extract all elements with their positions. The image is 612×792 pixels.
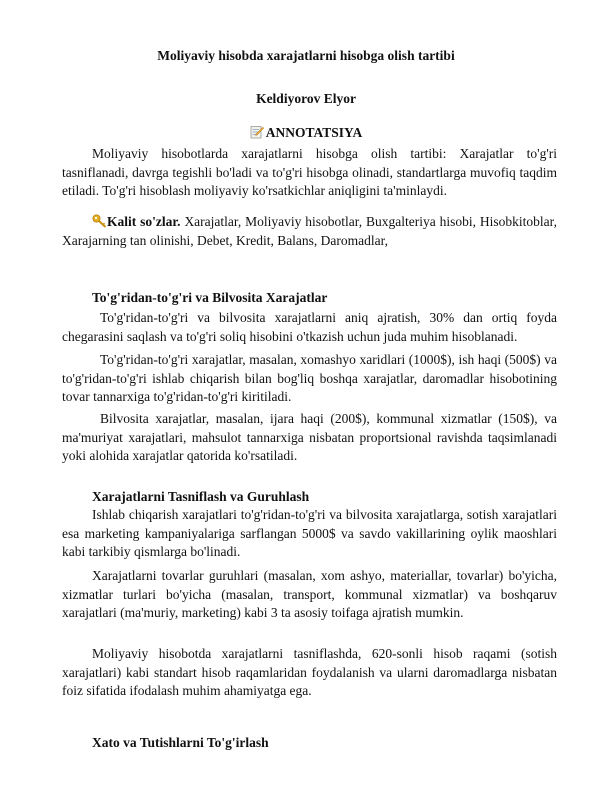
- annotation-paragraph: [62, 145, 557, 201]
- paper-title: Moliyaviy hisobda xarajatlarni hisobga olish tartibi: [157, 48, 455, 63]
- annotation-heading: [0, 125, 612, 141]
- paper-author: Keldiyorov Elyor: [256, 91, 356, 106]
- section2-paragraph-3: [62, 645, 557, 701]
- section1-paragraph-2: [62, 351, 557, 407]
- section1-paragraph-2-text: To'g'ridan-to'g'ri xarajatlar, masalan, xomashyo xaridlari (1000$), ish haqi (500$) va to'g'ridan-to'g'ri ishlab chiqarish bilan bog'liq boshqa xarajatlar, daromadlar hisobotining tovar tannarxiga to'g'ridan-to'g'ri kiritiladi.: [62, 352, 557, 404]
- keywords-paragraph: [62, 213, 557, 250]
- section1-paragraph-3-text: Bilvosita xarajatlar, masalan, ijara haqi (200$), kommunal xizmatlar (150$), va ma'muriyat xarajatlari, mahsulot tannarxiga nisbatan proportsional ravishda taqsimlanadi yoki alohida xarajatlar qatorida ko'rsatiladi.: [62, 411, 557, 463]
- keywords-text: Xarajatlar, Moliyaviy hisobotlar, Buxgalteriya hisobi, Hisobkitoblar, Xarajarning tan olinishi, Debet, Kredit, Balans, Daromadlar,: [62, 214, 558, 248]
- keywords-label: Kalit so'zlar.: [107, 214, 181, 229]
- section1-paragraph-3: [62, 410, 557, 466]
- key-icon: [92, 214, 107, 228]
- section2-paragraph-3-text: Moliyaviy hisobotda xarajatlarni tasniflashda, 620-sonli hisob raqami (sotish xarajatlari) kabi standart hisob raqamlaridan foydalanish va ularni daromadlarga nisbatan foiz sifatida ifodalash muhim ahamiyatga ega.: [62, 646, 557, 698]
- section2-paragraph-2: [62, 567, 557, 623]
- section1-paragraph-1: [62, 309, 557, 346]
- annotation-heading-text: ANNOTATSIYA: [265, 125, 363, 140]
- section2-paragraph-1: [62, 506, 557, 562]
- section2-paragraph-2-text: Xarajatlarni tovarlar guruhlari (masalan, xom ashyo, materiallar, tovarlar) bo'yicha, xizmatlar turlari bo'yicha (masalan, transport, kommunal xizmatlar) va boshqaruv xarajatlari (ma'muriy, marketing) kabi 3 ta asosiy toifaga ajratish mumkin.: [62, 568, 557, 620]
- memo-pencil-icon: [250, 125, 264, 139]
- section-heading-classification: Xarajatlarni Tasniflash va Guruhlash: [92, 489, 310, 504]
- section2-paragraph-1-text: Ishlab chiqarish xarajatlari to'g'ridan-to'g'ri va bilvosita xarajatlarga, sotish xarajatlari esa marketing kampaniyalariga sarflangan 5000$ va savdo vakillarining oylik maoshlari kabi tarkibiy qismlarga bo'linadi.: [62, 507, 557, 559]
- annotation-text: Moliyaviy hisobotlarda xarajatlarni hisobga olish tartibi: Xarajatlar to'g'ri tasniflanadi, davrga tegishli bo'ladi va to'g'ri hisobga olinadi, standartlarga muvofiq taqdim etiladi. To'g'ri hisoblash moliyaviy ko'rsatkichlar aniqligini ta'minlaydi.: [62, 146, 557, 198]
- section1-paragraph-1-text: To'g'ridan-to'g'ri va bilvosita xarajatlarni aniq ajratish, 30% dan ortiq foyda chegarasini saqlash va to'g'ri soliq hisobini o'tkazish uchun juda muhim hisoblanadi.: [62, 310, 557, 344]
- section-heading-errors: Xato va Tutishlarni To'g'irlash: [92, 735, 269, 750]
- section-heading-direct-indirect: To'g'ridan-to'g'ri va Bilvosita Xarajatlar: [92, 290, 328, 305]
